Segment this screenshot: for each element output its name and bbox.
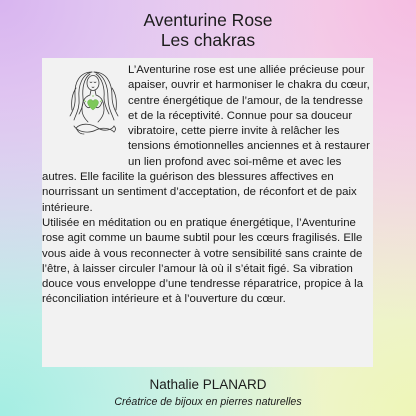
page-subtitle: Les chakras	[160, 30, 256, 50]
description-text	[42, 63, 373, 308]
author-name: Nathalie PLANARD	[149, 377, 267, 392]
page-title: Aventurine Rose	[143, 10, 273, 30]
author-subtitle: Créatrice de bijoux en pierres naturelles	[114, 396, 302, 408]
paragraph-2: Utilisée en méditation ou en pratique énergétique, l’Aventurine rose agit comme un baume subtil pour les cœurs fragilisés. Elle vous aide à vous reconnecter à votre sensibilité sans crainte de l’être, à laisser circuler l’amour là où il s’était figé. Sa vibration douce vous enveloppe d’une tendresse réparatrice, propice à la réconciliation intérieure et à l’ouverture du cœur.	[42, 216, 364, 306]
paragraph-1: L’Aventurine rose est une alliée précieuse pour apaiser, ouvrir et harmoniser le chakra du cœur, centre énergétique de l’amour, de la tendresse et de la réceptivité. Connue pour sa douceur vibratoire, cette pierre invite à relâcher les tensions émotionnelles anciennes et à restaurer un lien profond avec soi-même et avec les autres. Elle facilite la guérison des blessures affectives en nourrissant un sentiment d’acceptation, de réconfort et de paix intérieure.	[42, 64, 370, 214]
